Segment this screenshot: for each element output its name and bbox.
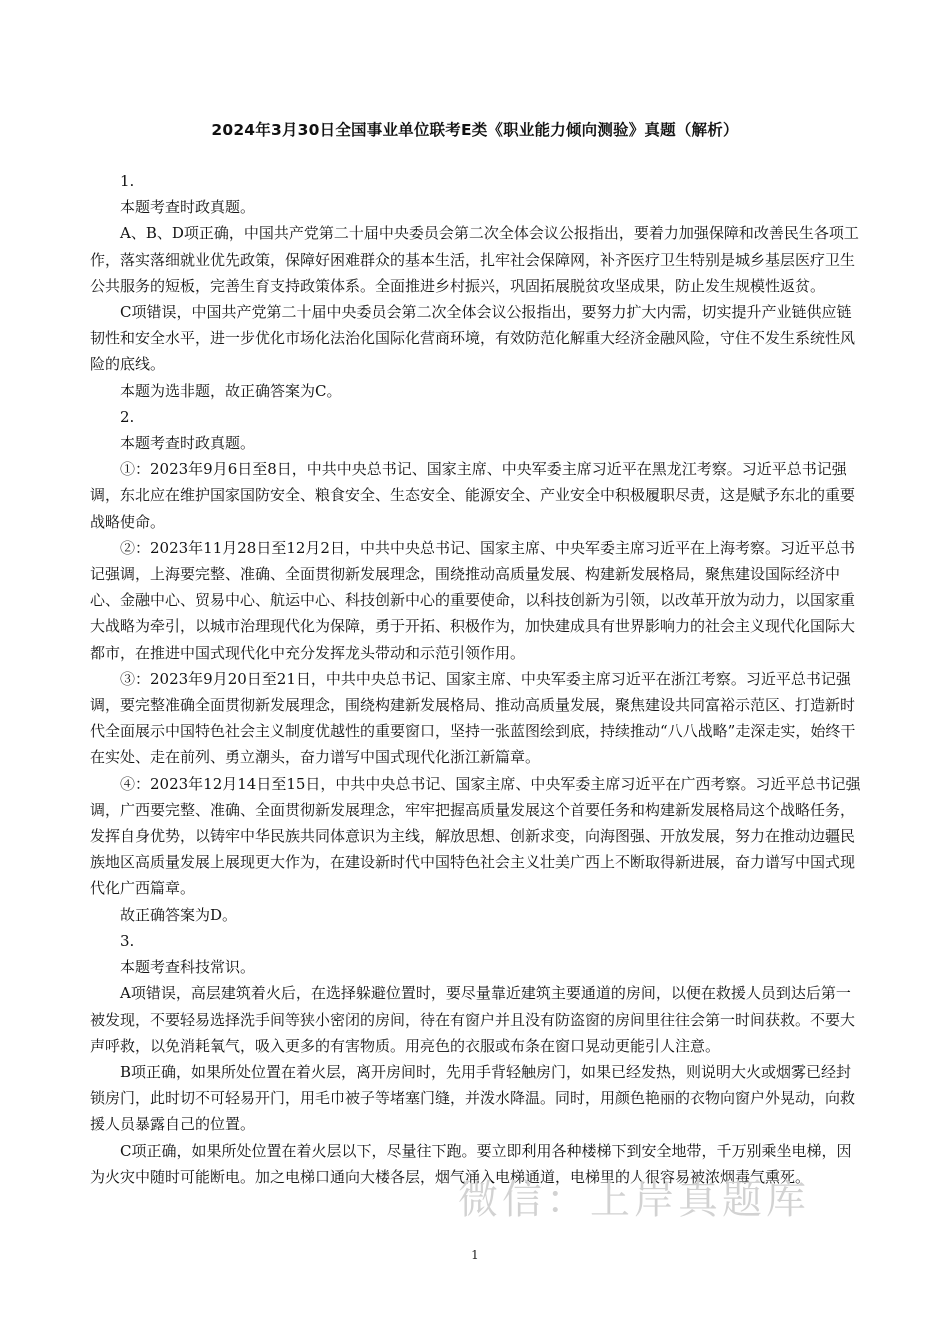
question-number: 1. xyxy=(120,172,135,190)
document-title: 2024年3月30日全国事业单位联考E类《职业能力倾向测验》真题（解析） xyxy=(211,121,739,139)
paragraph: C项错误，中国共产党第二十届中央委员会第二次全体会议公报指出，要努力扩大内需，切实提升产业链供应链韧性和安全水平，进一步优化市场化法治化国际化营商环境，有效防范化解重大经济金融风险，守住不发生系统性风险的底线。 xyxy=(90,303,856,374)
paragraph: ①：2023年9月6日至8日，中共中央总书记、国家主席、中央军委主席习近平在黑龙江考察。习近平总书记强调，东北应在维护国家国防安全、粮食安全、生态安全、能源安全、产业安全中积极履职尽责，这是赋予东北的重要战略使命。 xyxy=(90,460,856,531)
document-body xyxy=(90,168,865,1190)
paragraph: ②：2023年11月28日至12月2日，中共中央总书记、国家主席、中央军委主席习近平在上海考察。习近平总书记强调，上海要完整、准确、全面贯彻新发展理念，围绕推动高质量发展、构建新发展格局，聚焦建设国际经济中心、金融中心、贸易中心、航运中心、科技创新中心的重要使命，以科技创新为引领，以改革开放为动力，以国家重大战略为牵引，以城市治理现代化为保障，勇于开拓、积极作为，加快建成具有世界影响力的社会主义现代化国际大都市，在推进中国式现代化中充分发挥龙头带动和示范引领作用。 xyxy=(90,538,856,662)
paragraph: 本题考查时政真题。 xyxy=(120,198,256,217)
paragraph: A项错误，高层建筑着火后，在选择躲避位置时，要尽量靠近建筑主要通道的房间，以便在救援人员到达后第一被发现，不要轻易选择洗手间等狭小密闭的房间，待在有窗户并且没有防盗窗的房间里往往会第一时间获救。不要大声呼救，以免消耗氧气，吸入更多的有害物质。用亮色的衣服或布条在窗口晃动更能引人注意。 xyxy=(90,984,856,1055)
question-number: 2. xyxy=(120,407,135,426)
page-number: 1 xyxy=(471,1248,479,1262)
paragraph: ④：2023年12月14日至15日，中共中央总书记、国家主席、中央军委主席习近平在广西考察。习近平总书记强调，广西要完整、准确、全面贯彻新发展理念，牢牢把握高质量发展这个首要任务和构建新发展格局这个战略任务，发挥自身优势，以铸牢中华民族共同体意识为主线，解放思想、创新求变，向海图强、开放发展，努力在推动边疆民族地区高质量发展上展现更大作为，在建设新时代中国特色社会主义壮美广西上不断取得新进展，奋力谱写中国式现代化广西篇章。 xyxy=(90,774,861,898)
paragraph: ③：2023年9月20日至21日，中共中央总书记、国家主席、中央军委主席习近平在浙江考察。习近平总书记强调，要完整准确全面贯彻新发展理念，围绕构建新发展格局、推动高质量发展，聚焦建设共同富裕示范区、打造新时代全面展示中国特色社会主义制度优越性的重要窗口，坚持一张蓝图绘到底，持续推动“八八战略”走深走实，始终干在实处、走在前列、勇立潮头，奋力谱写中国式现代化浙江新篇章。 xyxy=(90,669,856,767)
paragraph: A、B、D项正确，中国共产党第二十届中央委员会第二次全体会议公报指出，要着力加强保障和改善民生各项工作，落实落细就业优先政策，保障好困难群众的基本生活，扎牢社会保障网，补齐医疗卫生特别是城乡基层医疗卫生公共服务的短板，完善生育支持政策体系。全面推进乡村振兴，巩固拓展脱贫攻坚成果，防止发生规模性返贫。 xyxy=(90,224,859,295)
question-number: 3. xyxy=(120,931,135,950)
paragraph: 本题考查科技常识。 xyxy=(120,958,256,977)
watermark: 微信：上岸真题库 xyxy=(458,1177,810,1223)
paragraph: B项正确，如果所处位置在着火层，离开房间时，先用手背轻触房门，如果已经发热，则说明大火或烟雾已经封锁房门，此时切不可轻易开门，用毛巾被子等堵塞门缝，并泼水降温。同时，用颜色艳丽的衣物向窗户外晃动，向救援人员暴露自己的位置。 xyxy=(90,1062,856,1134)
paragraph: 本题考查时政真题。 xyxy=(120,434,256,453)
paragraph: C项正确，如果所处位置在着火层以下，尽量往下跑。要立即利用各种楼梯下到安全地带，千万别乘坐电梯，因为火灾中随时可能断电。加之电梯口通向大楼各层，烟气涌入电梯通道，电梯里的人很容易被浓烟毒气熏死。 xyxy=(90,1141,852,1186)
answer-line: 故正确答案为D。 xyxy=(120,905,238,924)
answer-line: 本题为选非题，故正确答案为C。 xyxy=(120,381,342,400)
